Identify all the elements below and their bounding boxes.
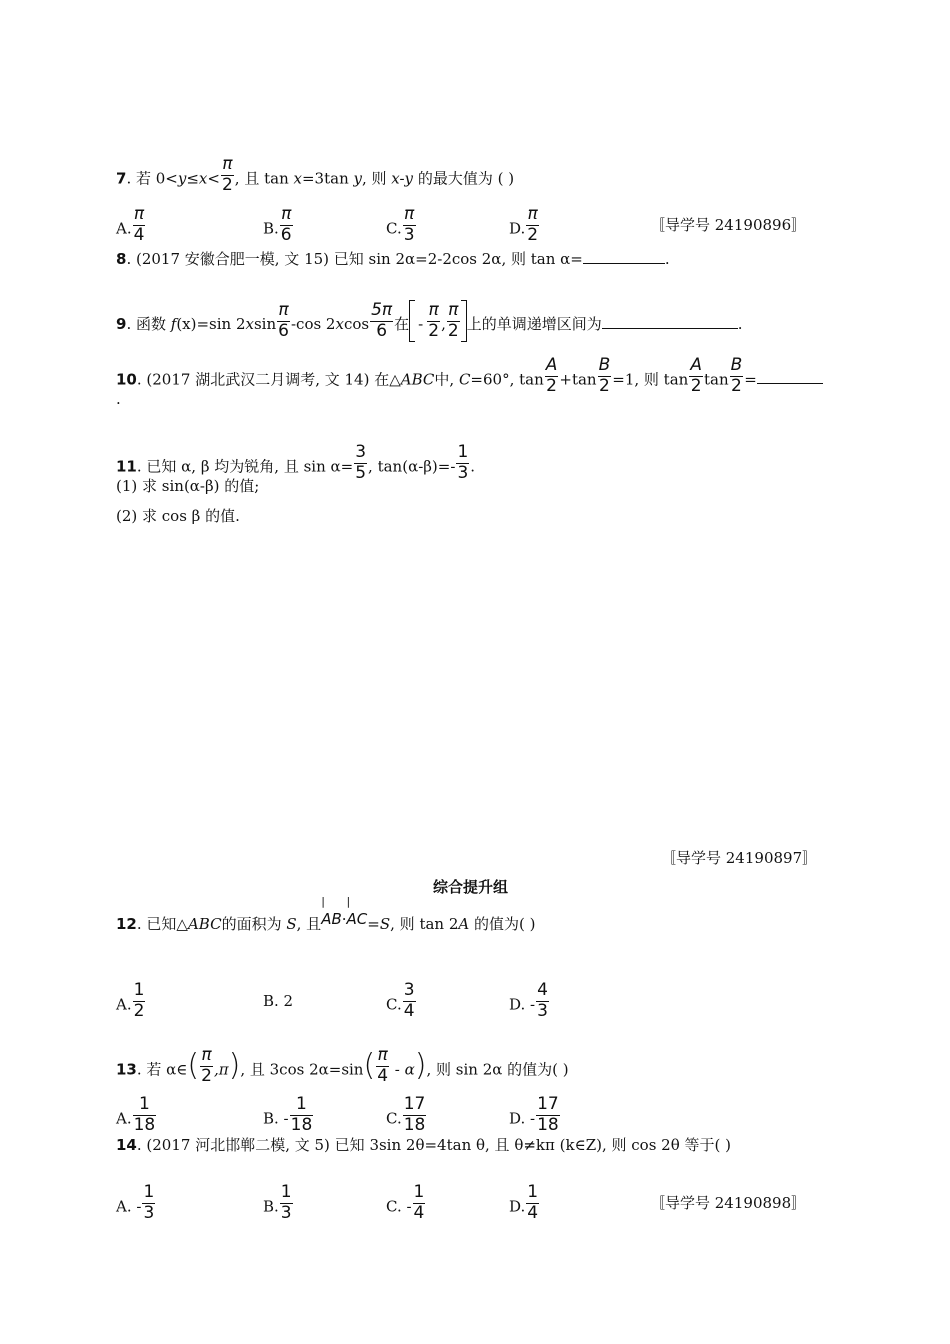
fraction: $\frac{\pi}{6}$ xyxy=(278,299,289,341)
reference-number: 〚导学号 24190897〛 xyxy=(661,849,818,867)
fraction: $\frac{1}{4}$ xyxy=(413,1182,425,1223)
fraction: $\frac{A}{2}$ xyxy=(690,355,702,396)
question-12: 12. 已知△ABC的面积为 S, 且| AB·| AC=S, 则 tan 2A 的值为( ) xyxy=(116,917,535,932)
q7-option-b: B. $\frac{\pi}{6}$ xyxy=(263,204,292,245)
fraction: $\frac{B}{2}$ xyxy=(598,355,611,396)
fraction: $\frac{1}{2}$ xyxy=(133,980,145,1021)
question-7: 7. 若 0<y≤x< $\frac{\pi}{2}$ , 且 tan x=3tan y, 则 x-y 的最大值为 ( ) xyxy=(116,154,515,195)
fraction: $\frac{\pi}{6}$ xyxy=(280,204,292,245)
fraction: $\frac{A}{2}$ xyxy=(545,355,558,396)
q12-option-a: A. $\frac{1}{2}$ xyxy=(116,980,145,1021)
reference-number: 〚导学号 24190896〛 xyxy=(650,216,807,234)
fraction: $\frac{\pi}{2}$ xyxy=(221,154,233,195)
fraction: $\frac{17}{18}$ xyxy=(403,1094,426,1135)
section-title: 综合提升组 xyxy=(433,878,509,896)
question-9: 9. 函数 f(x)=sin 2xsin $\frac{\pi}{6}$ -cos 2xcos $\frac{5\pi}{6}$ 在 - $\frac{\pi}{2}$ , $\frac{\pi}{2}$ 上的单调递增区间为 . xyxy=(116,299,743,341)
fraction: $\frac{1}{3}$ xyxy=(280,1182,292,1223)
fraction: $\frac{\pi}{2}$ xyxy=(527,204,539,245)
answer-blank[interactable] xyxy=(602,314,738,329)
question-number: 7 xyxy=(116,169,127,188)
q13-option-b: B. - $\frac{1}{18}$ xyxy=(263,1094,313,1135)
fraction: $\frac{\pi}{2}$ xyxy=(201,1045,212,1086)
q12-option-d: D. - $\frac{4}{3}$ xyxy=(509,980,548,1021)
fraction: $\frac{1}{18}$ xyxy=(133,1094,156,1135)
answer-blank[interactable] xyxy=(583,249,665,264)
right-paren: ) xyxy=(414,1048,427,1084)
q14-option-c: C. - $\frac{1}{4}$ xyxy=(386,1182,425,1223)
fraction: $\frac{B}{2}$ xyxy=(730,355,743,396)
fraction: $\frac{1}{4}$ xyxy=(527,1182,539,1223)
fraction: $\frac{1}{18}$ xyxy=(290,1094,313,1135)
fraction: $\frac{\pi}{4}$ xyxy=(133,204,145,245)
q12-option-b: B. 2 xyxy=(263,992,294,1010)
q13-option-a: A. $\frac{1}{18}$ xyxy=(116,1094,156,1135)
fraction: $\frac{\pi}{3}$ xyxy=(403,204,415,245)
question-13: 13. 若 α∈( $\frac{\pi}{2}$ ,π), 且 3cos 2α=sin( $\frac{\pi}{4}$ - α), 则 sin 2α 的值为( ) xyxy=(116,1045,569,1086)
q14-option-a: A. - $\frac{1}{3}$ xyxy=(116,1182,155,1223)
question-11: 11. 已知 α, β 均为锐角, 且 sin α= $\frac{3}{5}$ , tan(α-β)=- $\frac{1}{3}$ . xyxy=(116,442,476,483)
q12-option-c: C. $\frac{3}{4}$ xyxy=(386,980,415,1021)
right-paren: ) xyxy=(228,1048,241,1084)
fraction: $\frac{4}{3}$ xyxy=(537,980,548,1021)
q7-option-d: D. $\frac{\pi}{2}$ xyxy=(509,204,539,245)
question-8: 8. (2017 安徽合肥一模, 文 15) 已知 sin 2α=2-2cos 2α, 则 tan α= . xyxy=(116,250,670,268)
left-bracket xyxy=(409,300,415,342)
fraction: $\frac{\pi}{2}$ xyxy=(428,299,440,341)
vector-ab: | AB xyxy=(321,912,342,927)
left-paren: ( xyxy=(187,1048,200,1084)
q14-option-d: D. $\frac{1}{4}$ xyxy=(509,1182,539,1223)
q7-option-a: A. $\frac{\pi}{4}$ xyxy=(116,204,145,245)
fraction: $\frac{3}{4}$ xyxy=(403,980,415,1021)
fraction: $\frac{\pi}{4}$ xyxy=(377,1045,389,1086)
fraction: $\frac{17}{18}$ xyxy=(537,1094,559,1135)
q14-option-b: B. $\frac{1}{3}$ xyxy=(263,1182,292,1223)
fraction: $\frac{1}{3}$ xyxy=(457,442,469,483)
q11-sub-2: (2) 求 cos β 的值. xyxy=(116,507,240,525)
vector-ac: | AC xyxy=(347,912,368,927)
question-10: 10. (2017 湖北武汉二月调考, 文 14) 在△ABC中, C=60°, tan $\frac{A}{2}$ +tan $\frac{B}{2}$ =1, 则 tan $\frac{A}{2}$ tan $\frac{B}{2}$ = xyxy=(116,361,823,400)
q7-option-c: C. $\frac{\pi}{3}$ xyxy=(386,204,415,245)
right-bracket xyxy=(461,300,467,342)
fraction: $\frac{\pi}{2}$ xyxy=(447,299,459,341)
answer-blank[interactable] xyxy=(757,369,823,384)
left-paren: ( xyxy=(363,1048,376,1084)
q13-option-d: D. - $\frac{17}{18}$ xyxy=(509,1094,559,1135)
fraction: $\frac{5\pi}{6}$ xyxy=(371,299,393,341)
fraction: $\frac{3}{5}$ xyxy=(355,442,367,483)
question-14: 14. (2017 河北邯郸二模, 文 5) 已知 3sin 2θ=4tan θ, 且 θ≠kπ (k∈Z), 则 cos 2θ 等于( ) xyxy=(116,1136,731,1154)
q10-trailing-period: . xyxy=(116,390,121,408)
q13-option-c: C. $\frac{17}{18}$ xyxy=(386,1094,426,1135)
q11-sub-1: (1) 求 sin(α-β) 的值; xyxy=(116,477,260,495)
reference-number: 〚导学号 24190898〛 xyxy=(650,1194,807,1212)
fraction: $\frac{1}{3}$ xyxy=(143,1182,155,1223)
